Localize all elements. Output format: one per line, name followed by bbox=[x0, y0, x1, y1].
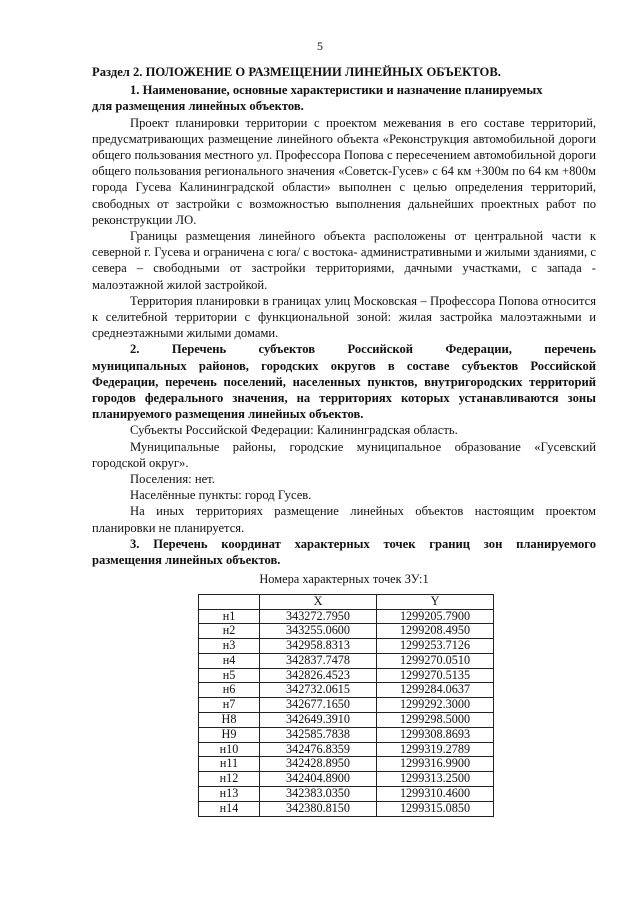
table-row bbox=[199, 713, 494, 728]
heading-3-line1: 3. Перечень координат характерных точек границ зон планируемого bbox=[130, 536, 596, 551]
coordinates-table bbox=[198, 594, 494, 817]
paragraph-6: Поселения: нет. bbox=[130, 472, 215, 487]
table-row bbox=[199, 639, 494, 654]
y-cell: 1299284.0637 bbox=[377, 683, 494, 698]
heading-1 bbox=[92, 82, 596, 114]
point-cell: н13 bbox=[199, 787, 260, 802]
point-cell: н2 bbox=[199, 624, 260, 639]
x-cell: 342837.7478 bbox=[260, 653, 377, 668]
point-cell: н7 bbox=[199, 698, 260, 713]
y-cell: 1299315.0850 bbox=[377, 801, 494, 816]
table-row bbox=[199, 668, 494, 683]
table-row bbox=[199, 742, 494, 757]
table-row bbox=[199, 609, 494, 624]
y-cell: 1299310.4600 bbox=[377, 787, 494, 802]
y-cell: 1299319.2789 bbox=[377, 742, 494, 757]
header-point bbox=[199, 594, 260, 609]
point-cell: н10 bbox=[199, 742, 260, 757]
x-cell: 342383.0350 bbox=[260, 787, 377, 802]
y-cell: 1299298.5000 bbox=[377, 713, 494, 728]
table-row bbox=[199, 801, 494, 816]
point-cell: н6 bbox=[199, 683, 260, 698]
x-cell: 342677.1650 bbox=[260, 698, 377, 713]
table-row bbox=[199, 757, 494, 772]
heading-3-line2: размещения линейных объектов. bbox=[92, 553, 281, 568]
heading-2-rest: муниципальных районов, городских округов в составе субъектов Российской Федерации, перечень поселений, населенных пунктов, внутригородских территорий городов федерального значения, на территориях которых устанавливаются зоны планируемого размещения линейных объектов. bbox=[92, 358, 596, 422]
table-header-row bbox=[199, 594, 494, 609]
heading-2-line1: 2. Перечень субъектов Российской Федерации, перечень bbox=[130, 342, 596, 357]
paragraph-1: Проект планировки территории с проектом межевания в его составе территорий, предусматривающих размещение линейного объекта «Реконструкция автомобильной дороги общего пользования местного ул. Профессора Попова с пересечением автомобильной дороги общего пользования регионального значения «Советск-Гусев» с 64 км +300м по 64 км +800м города Гусева Калининградской области» выполнен с целью определения территорий, свободных от застройки с возможностью выполнения дальнейших проектных работ по реконструкции ЛО. bbox=[92, 115, 596, 227]
y-cell: 1299270.5135 bbox=[377, 668, 494, 683]
y-cell: 1299308.8693 bbox=[377, 727, 494, 742]
x-cell: 342649.3910 bbox=[260, 713, 377, 728]
table-row bbox=[199, 772, 494, 787]
point-cell: н12 bbox=[199, 772, 260, 787]
paragraph-5: Муниципальные районы, городские муниципальное образование «Гусевский городской округ». bbox=[92, 439, 596, 470]
y-cell: 1299292.3000 bbox=[377, 698, 494, 713]
heading-1-line2: для размещения линейных объектов. bbox=[92, 99, 304, 114]
table-row bbox=[199, 698, 494, 713]
table-row bbox=[199, 624, 494, 639]
point-cell: н14 bbox=[199, 801, 260, 816]
table-row bbox=[199, 727, 494, 742]
y-cell: 1299313.2500 bbox=[377, 772, 494, 787]
x-cell: 343272.7950 bbox=[260, 609, 377, 624]
heading-1-line1: 1. Наименование, основные характеристики и назначение планируемых bbox=[130, 83, 543, 98]
table-caption: Номера характерных точек ЗУ:1 bbox=[259, 572, 429, 587]
paragraph-2: Границы размещения линейного объекта расположены от центральной части к северной г. Гусева и ограничена с юга/ с востока- административными и жилыми зданиями, с севера – свободными от застройки территориями, дачными участками, с запада - малоэтажной жилой застройкой. bbox=[92, 229, 596, 292]
y-cell: 1299208.4950 bbox=[377, 624, 494, 639]
table-row bbox=[199, 787, 494, 802]
paragraph-4: Субъекты Российской Федерации: Калининградская область. bbox=[130, 423, 458, 438]
page-number: 5 bbox=[317, 39, 323, 53]
paragraph-7: Населённые пункты: город Гусев. bbox=[130, 488, 312, 503]
x-cell: 342380.8150 bbox=[260, 801, 377, 816]
y-cell: 1299253.7126 bbox=[377, 639, 494, 654]
y-cell: 1299205.7900 bbox=[377, 609, 494, 624]
x-cell: 343255.0600 bbox=[260, 624, 377, 639]
point-cell: Н9 bbox=[199, 727, 260, 742]
point-cell: н3 bbox=[199, 639, 260, 654]
header-y: Y bbox=[377, 594, 494, 609]
x-cell: 342958.8313 bbox=[260, 639, 377, 654]
point-cell: н1 bbox=[199, 609, 260, 624]
point-cell: н11 bbox=[199, 757, 260, 772]
x-cell: 342428.8950 bbox=[260, 757, 377, 772]
point-cell: Н8 bbox=[199, 713, 260, 728]
paragraph-3: Территория планировки в границах улиц Московская – Профессора Попова относится к селитебной территории с функциональной зоной: жилая застройка малоэтажными и среднеэтажными жилыми домами. bbox=[92, 293, 596, 341]
point-cell: н5 bbox=[199, 668, 260, 683]
paragraph-8: На иных территориях размещение линейных объектов настоящим проектом планировки не планируется. bbox=[92, 504, 596, 535]
y-cell: 1299316.9900 bbox=[377, 757, 494, 772]
x-cell: 342585.7838 bbox=[260, 727, 377, 742]
document-body bbox=[92, 64, 596, 817]
header-x: X bbox=[260, 594, 377, 609]
x-cell: 342404.8900 bbox=[260, 772, 377, 787]
table-row bbox=[199, 683, 494, 698]
section-title: Раздел 2. ПОЛОЖЕНИЕ О РАЗМЕЩЕНИИ ЛИНЕЙНЫХ ОБЪЕКТОВ. bbox=[92, 65, 501, 79]
table-row bbox=[199, 653, 494, 668]
x-cell: 342476.8359 bbox=[260, 742, 377, 757]
y-cell: 1299270.0510 bbox=[377, 653, 494, 668]
x-cell: 342826.4523 bbox=[260, 668, 377, 683]
point-cell: н4 bbox=[199, 653, 260, 668]
x-cell: 342732.0615 bbox=[260, 683, 377, 698]
